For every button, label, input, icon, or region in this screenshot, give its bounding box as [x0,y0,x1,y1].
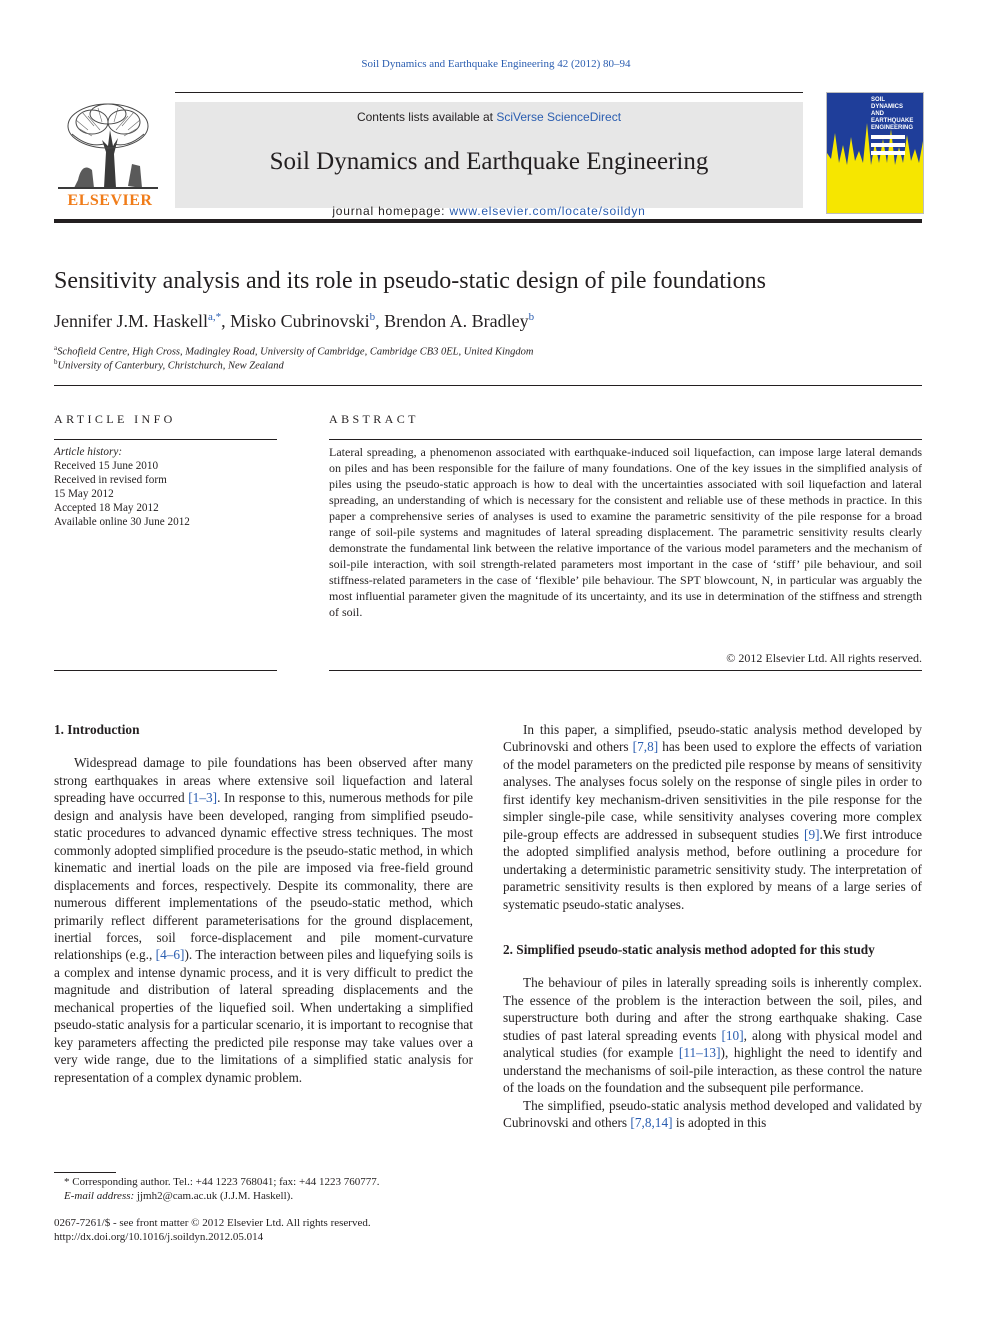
citation-link[interactable]: [9] [804,826,820,842]
elsevier-tree-logo-icon [58,100,158,190]
abstract-heading: ABSTRACT [329,412,419,426]
journal-homepage-line [175,204,803,218]
author-name[interactable]: Brendon A. Bradley [384,311,529,331]
author-name[interactable]: Misko Cubrinovski [230,311,370,331]
journal-header [54,92,922,218]
sciencedirect-link[interactable]: SciVerse ScienceDirect [496,110,622,124]
history-item: Accepted 18 May 2012 [54,502,159,514]
paragraph [503,1097,922,1132]
citation-link[interactable]: [1–3] [188,790,218,806]
history-item: Available online 30 June 2012 [54,516,190,528]
paragraph-text: , along with physical model and analytical studies (for example [503,1027,922,1061]
article-history [54,445,277,529]
citation-link[interactable]: [4–6] [155,947,185,963]
paragraph-text: ). The interaction between piles and liquefying soils is a complex and intense dynamic process, and it is very difficult to predict the magnitude and distribution of lateral spreading displacements and the mechanical properties of the liquefied soil. When undertaking a simplified pseudo-static analysis for a particular scenario, it is important to recognise that key parameters affecting the predicted pile response may take values over a very wide range, due to the limitations of a simplified static analysis for representation of a complex dynamic problem. [54,947,473,1085]
abstract-rule [329,439,922,440]
paragraph [503,974,922,1096]
contents-availability-line [175,110,803,124]
abstract-text: Lateral spreading, a phenomenon associated with earthquake-induced soil liquefaction, can impose large lateral demands on piles and has been responsible for the failure of many foundations. One of the key issues in the simplified analysis of piles using the pseudo-static approach is how to deal with the uncertainties associated with soil liquefaction and lateral spreading, an understanding of which is necessary for the consistent and reliable use of these methods in practice. In this paper a comprehensive series of analyses is used to examine the parametric sensitivity of the pile response for a broad range of soil-pile systems and magnitudes of lateral spreading displacement. The parametric sensitivity results clearly demonstrate the fundamental link between the relative importance of the various model parameters and the mechanism of soil-pile interaction, with soil strength-related parameters most important in the case of ‘stiff’ pile behaviour, and soil stiffness-related parameters in the case of ‘flexible’ pile behaviour. The SPT blowcount, N, in particular was arguably the most influential parameter given the magnitude of its uncertainty, and its use in determination of the stiffness and strength of soil. [329,445,922,619]
citation-link[interactable]: [7,8,14] [630,1115,673,1131]
cover-title-line-5: ENGINEERING [871,125,914,131]
section-heading-introduction: 1. Introduction [54,722,140,737]
body-column-right [503,721,922,1132]
paragraph [503,721,922,913]
citation-link[interactable]: [10] [721,1027,744,1043]
journal-banner [175,102,803,218]
author-affiliation-mark[interactable]: a,* [207,311,222,323]
header-divider [54,219,922,223]
paragraph-text: In this paper, a simplified, pseudo-static analysis method developed by Cubrinovski and others [503,722,922,755]
title-divider [54,385,922,386]
article-title: Sensitivity analysis and its role in pseudo-static design of pile foundations [54,268,766,294]
history-item: Received 15 June 2010 [54,460,159,472]
history-item: Received in revised form [54,474,167,486]
cover-title-line-3: AND [871,111,884,117]
journal-reference[interactable]: Soil Dynamics and Earthquake Engineering 42 (2012) 80–94 [361,58,631,70]
email-label: E-mail address: [64,1190,135,1202]
issn-doi-block [54,1216,484,1244]
cover-title-line-1: SOIL [871,97,886,103]
article-info-heading: ARTICLE INFO [54,412,176,426]
cover-title-line-2: DYNAMICS [871,104,904,110]
paragraph-text: The behaviour of piles in laterally spreading soils is inherently complex. The essence of the problem is the interaction between the soil, piles, and superstructure both during and after the strong earthquake shaking. Case studies of past lateral spreading events [503,975,922,1043]
paragraph-text: has been used to explore the effects of variation of the model parameters on the predicted pile response by means of sensitivity analyses. The analyses focus solely on the response of single piles in order to first identify key mechanism-driven sensitivities in the pile response for the simpler single-pile case, while sensitivity analyses covering more complex pile-group effects are addressed in subsequent studies [503,739,922,842]
contents-prefix: Contents lists available at [356,110,497,124]
history-item: 15 May 2012 [54,488,114,500]
section-heading-method: 2. Simplified pseudo-static analysis method adopted for this study [503,941,875,957]
paragraph-text: . In response to this, numerous methods for pile design and analysis have been developed, ranging from simplified pseudo-static procedures to advanced dynamic effective stress techniques. The most commonly adopted simplified procedure is the pseudo-static method, in which kinematic and inertial loads on the pile are imposed via free-field ground displacements and forces, respectively. Despite its commonality, there are numerous different implementations of the pseudo-static method, which primarily reflect different parameterisations for the ground displacement, inertial forces, soil force-displacement and pile moment-curvature relationships (e.g., [54,790,473,963]
affiliation-b [54,358,934,372]
journal-cover[interactable] [826,92,924,214]
affiliation-text: University of Canterbury, Christchurch, New Zealand [57,360,284,372]
paragraph-text: .We first introduce the adopted simplified analysis method, before outlining a procedure for undertaking a deterministic parametric sensitivity study. The interpretation of parametric sensitivity results is then explored by means of a large series of systematic pseudo-static analyses. [503,826,922,912]
article-info-rule [54,439,277,440]
affiliation-mark: a [54,344,58,352]
author-separator: , [221,311,231,331]
copyright-notice: © 2012 Elsevier Ltd. All rights reserved. [726,651,922,665]
paragraph [54,754,473,1086]
affiliation-a [54,344,934,358]
abstract-bottom-rule [329,670,922,671]
email-note [54,1189,484,1203]
issn-line: 0267-7261/$ - see front matter © 2012 Elsevier Ltd. All rights reserved. [54,1217,371,1229]
citation-link[interactable]: [7,8] [632,739,659,755]
author-name[interactable]: Jennifer J.M. Haskell [54,311,208,331]
elsevier-wordmark: ELSEVIER [67,192,153,209]
author-affiliation-mark[interactable]: b [528,311,535,323]
footnote [54,1175,484,1203]
journal-homepage-link[interactable]: www.elsevier.com/locate/soildyn [449,204,646,218]
citation-link[interactable]: [11–13] [678,1045,721,1061]
header-top-rule [175,92,803,93]
body-column-left [54,721,473,1086]
affiliation-mark: b [54,358,58,366]
homepage-prefix: journal homepage: [332,204,450,218]
paragraph-text: Widespread damage to pile foundations has been observed after many strong earthquakes in areas where extensive soil liquefaction and lateral spreading have occurred [54,755,473,806]
elsevier-logo[interactable] [54,100,166,210]
author-separator: , [375,311,385,331]
journal-title: Soil Dynamics and Earthquake Engineering [269,148,709,175]
article-info-bottom-rule [54,670,277,671]
corresponding-author-note: * Corresponding author. Tel.: +44 1223 768041; fax: +44 1223 760777. [64,1176,380,1188]
author-list [54,311,934,332]
affiliation-text: Schofield Centre, High Cross, Madingley Road, University of Cambridge, Cambridge CB3 0EL, United Kingdom [57,346,534,358]
paragraph-text: is adopted in this [672,1115,767,1131]
footnote-rule [54,1172,116,1173]
paragraph-text: ), highlight the need to identify and understand the mechanisms of soil-pile interaction, as these control the nature of the loads on the foundation and the subsequent pile performance. [503,1045,922,1096]
cover-title-line-4: EARTHQUAKE [871,118,914,124]
journal-cover-thumbnail-icon [827,93,923,213]
doi-link[interactable]: http://dx.doi.org/10.1016/j.soildyn.2012.05.014 [54,1231,264,1243]
email-address[interactable]: jjmh2@cam.ac.uk (J.J.M. Haskell). [134,1190,294,1202]
history-label: Article history: [54,446,123,458]
author-affiliation-mark[interactable]: b [369,311,376,323]
paragraph-text: The simplified, pseudo-static analysis method developed and validated by Cubrinovski and others [503,1097,922,1131]
